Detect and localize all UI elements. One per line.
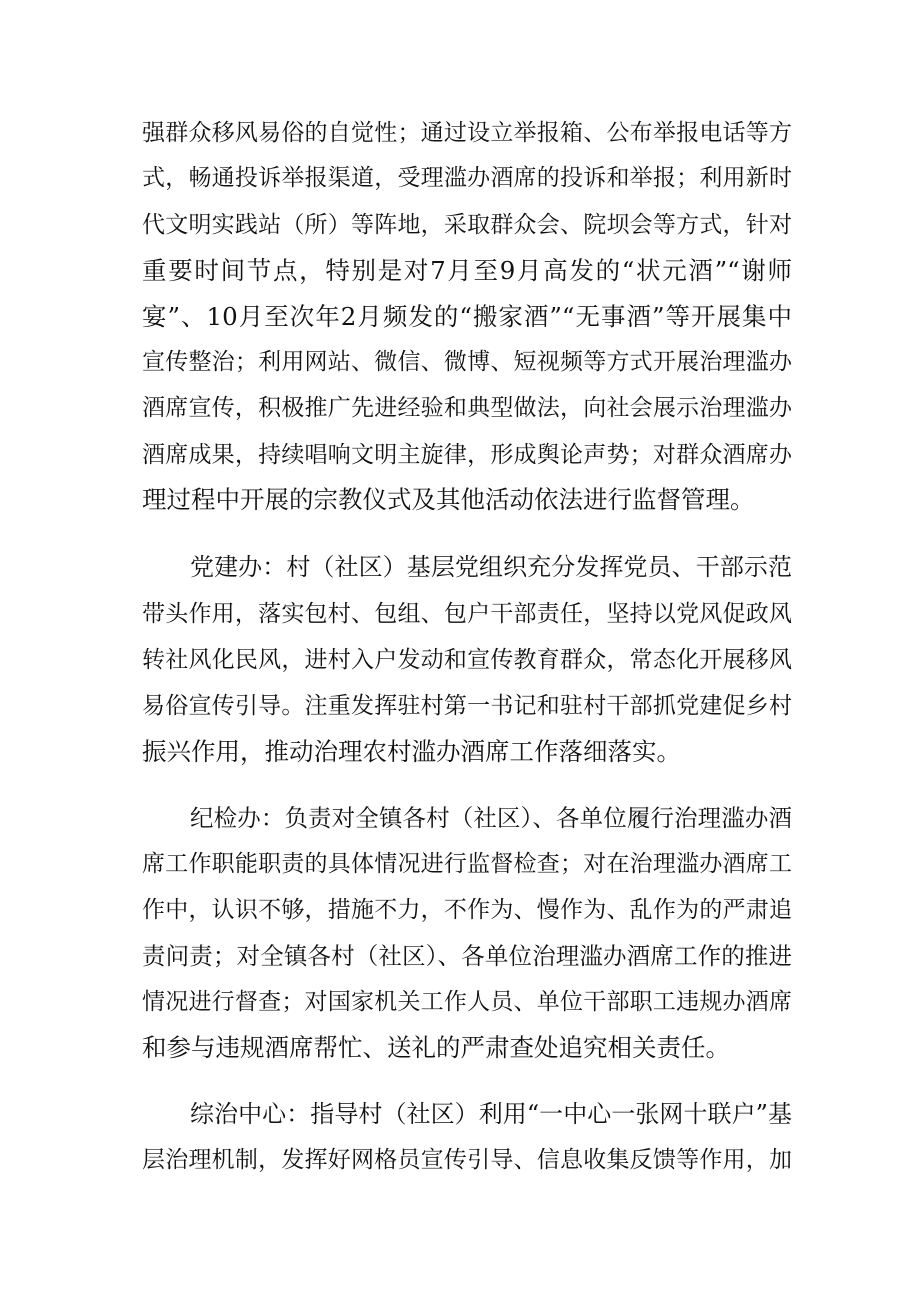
paragraph-1-line-5: 宴”、10月至次年2月频发的“搬家酒”“无事酒”等开展集中 bbox=[142, 302, 792, 331]
paragraph-2-line-5: 振兴作用，推动治理农村滥办酒席工作落细落实。 bbox=[142, 737, 681, 766]
paragraph-1-line-8: 酒席成果，持续唱响文明主旋律，形成舆论声势；对群众酒席办 bbox=[142, 442, 792, 468]
paragraph-3-line-4: 责问责；对全镇各村（社区）、各单位治理滥办酒席工作的推进 bbox=[142, 942, 792, 970]
paragraph-1-line-1: 强群众移风易俗的自觉性；通过设立举报箱、公布举报电话等方 bbox=[142, 120, 792, 146]
paragraph-4-line-2: 层治理机制，发挥好网格员宣传引导、信息收集反馈等作用，加 bbox=[142, 1147, 792, 1173]
paragraph-2-line-4: 易俗宣传引导。注重发挥驻村第一书记和驻村干部抓党建促乡村 bbox=[142, 693, 792, 719]
paragraph-2-line-1: 党建办：村（社区）基层党组织充分发挥党员、干部示范 bbox=[190, 553, 792, 581]
paragraph-2-line-3: 转社风化民风，进村入户发动和宣传教育群众，常态化开展移风 bbox=[142, 647, 792, 673]
paragraph-4-line-1: 综治中心：指导村（社区）利用“一中心一张网十联户”基 bbox=[190, 1100, 792, 1128]
paragraph-3-line-3: 作中，认识不够，措施不力，不作为、慢作为、乱作为的严肃追 bbox=[142, 897, 792, 923]
paragraph-1-line-3: 代文明实践站（所）等阵地，采取群众会、院坝会等方式，针对 bbox=[142, 212, 792, 238]
paragraph-1-line-2: 式，畅通投诉举报渠道，受理滥办酒席的投诉和举报；利用新时 bbox=[142, 165, 792, 191]
paragraph-3-line-5: 情况进行督查；对国家机关工作人员、单位干部职工违规办酒席 bbox=[142, 989, 792, 1015]
paragraph-3-line-2: 席工作职能职责的具体情况进行监督检查；对在治理滥办酒席工 bbox=[142, 851, 792, 877]
paragraph-1-line-9: 理过程中开展的宗教仪式及其他活动依法进行监督管理。 bbox=[142, 485, 755, 514]
paragraph-3-line-1: 纪检办：负责对全镇各村（社区）、各单位履行治理滥办酒 bbox=[190, 804, 792, 832]
paragraph-1-line-4: 重要时间节点，特别是对7月至9月高发的“状元酒”“谢师 bbox=[142, 256, 792, 285]
paragraph-1-line-6: 宣传整治；利用网站、微信、微博、短视频等方式开展治理滥办 bbox=[142, 349, 792, 375]
paragraph-3-line-6: 和参与违规酒席帮忙、送礼的严肃查处追究相关责任。 bbox=[142, 1033, 730, 1062]
paragraph-2-line-2: 带头作用，落实包村、包组、包户干部责任，坚持以党风促政风 bbox=[142, 601, 792, 627]
paragraph-1-line-7: 酒席宣传，积极推广先进经验和典型做法，向社会展示治理滥办 bbox=[142, 395, 792, 421]
